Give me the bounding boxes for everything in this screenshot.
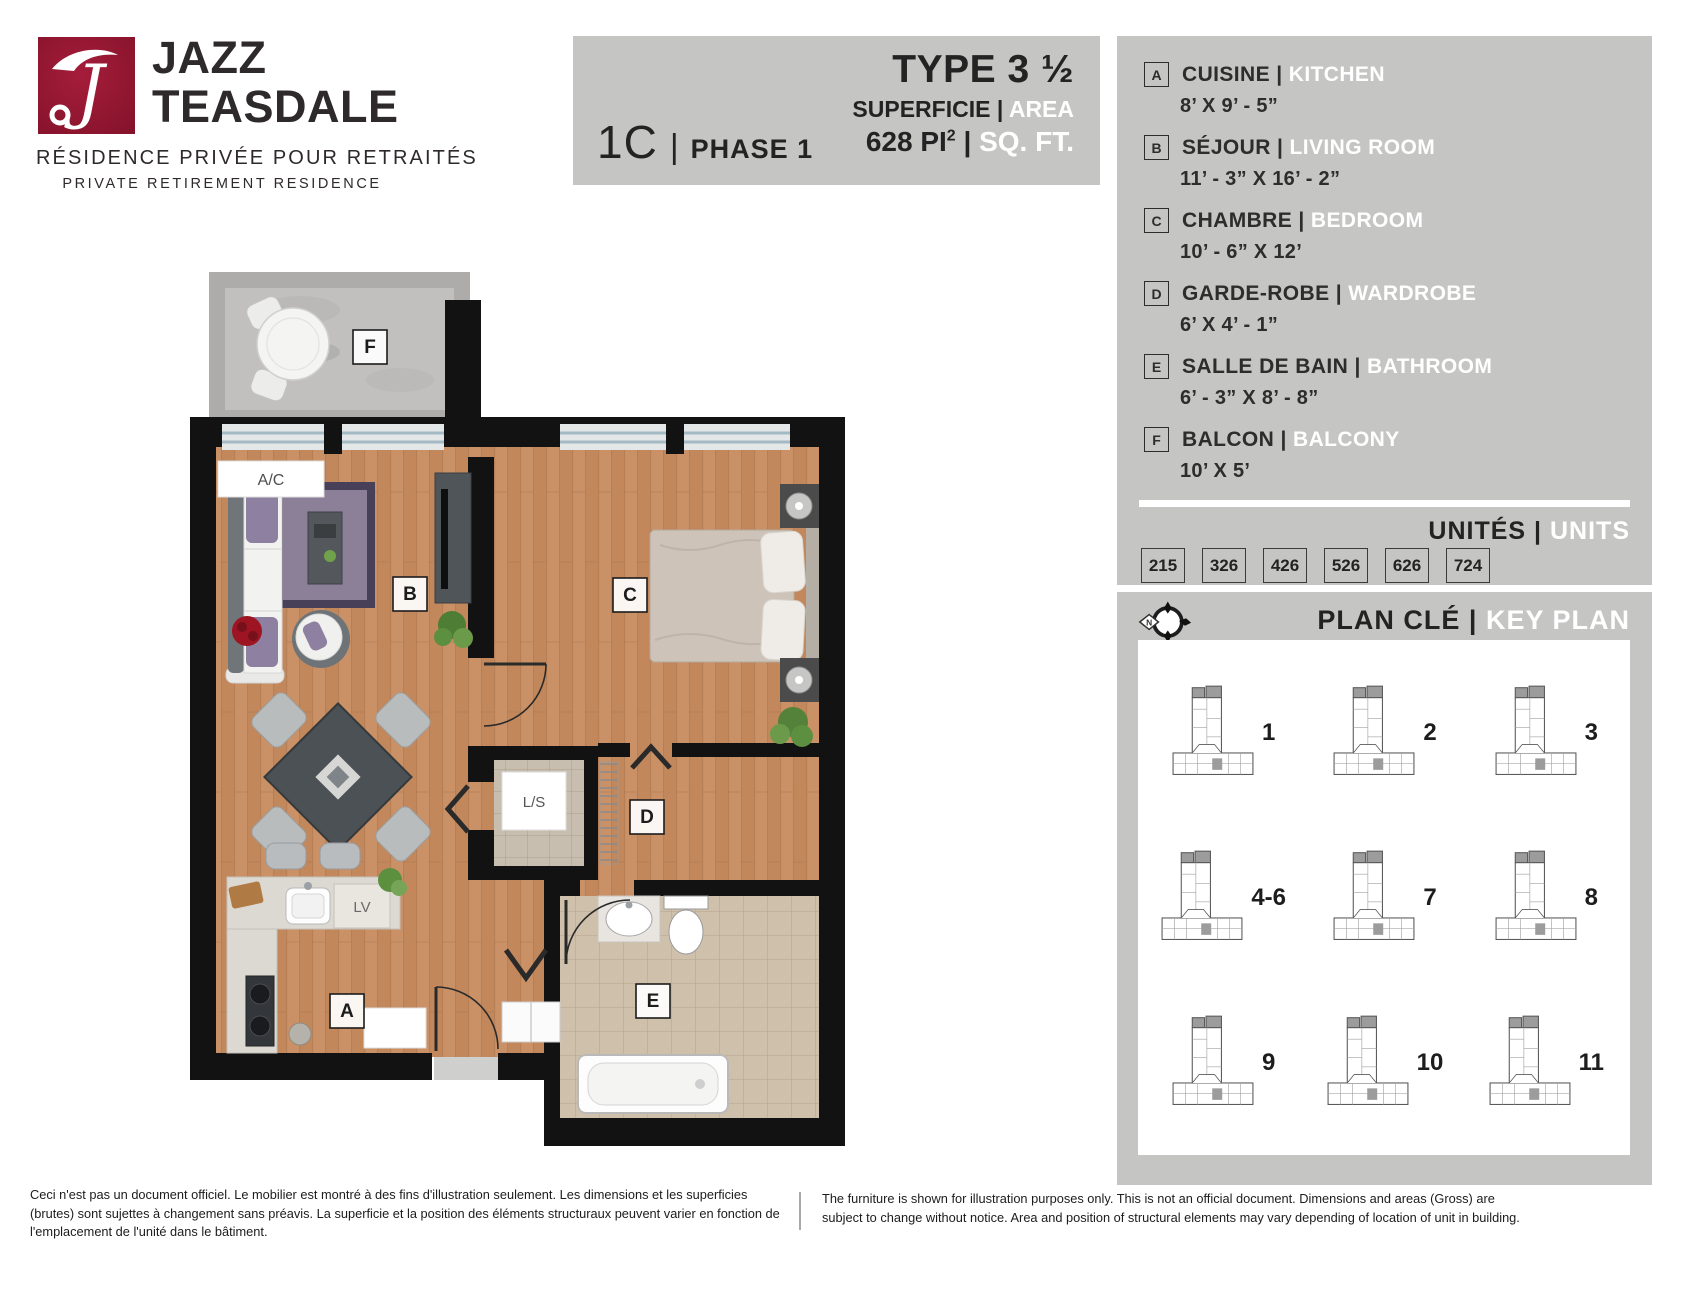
disclaimer-fr: Ceci n'est pas un document officiel. Le mobilier est montré à des fins d'illustration seulement. Les dimensions et les superficies (brutes) sont sujettes à changement sans préavis. La superficie et la position des éléments structuraux peuvent varier en fonction de l'emplacement de l'unité dans le bâtiment. xyxy=(30,1187,780,1240)
legend-room-list xyxy=(1144,62,1630,500)
sofa-cushion xyxy=(246,493,278,543)
dining-set xyxy=(249,690,434,865)
room-name: GARDE-ROBE | WARDROBE xyxy=(1182,281,1477,305)
headboard xyxy=(806,524,819,670)
legend-row-kitchen xyxy=(1144,62,1630,118)
keyplan-title: PLAN CLÉ | KEY PLAN xyxy=(1317,605,1630,635)
storage-cabinet xyxy=(364,1008,426,1048)
brand-line2: TEASDALE xyxy=(152,81,399,132)
brand-wordmark xyxy=(152,33,399,131)
flower-pot xyxy=(232,616,262,646)
room-name: CUISINE | KITCHEN xyxy=(1182,62,1385,86)
header-right-block xyxy=(852,48,1074,158)
keyplan-building-8 xyxy=(1465,815,1626,980)
area-value: 628 PI xyxy=(865,126,947,157)
legend-row-bedroom xyxy=(1144,208,1630,264)
pillow xyxy=(760,599,805,661)
building-number: 8 xyxy=(1584,883,1598,911)
unit-number-badge: 626 xyxy=(1385,548,1429,583)
keyplan-building-11 xyxy=(1465,980,1626,1145)
compass-north-label: N xyxy=(1146,617,1153,628)
keyplan-building-7 xyxy=(1303,815,1464,980)
unit-code: 1C xyxy=(597,116,658,168)
room-dims: 11’ - 3” X 16’ - 2” xyxy=(1180,168,1341,190)
room-key-badge: C xyxy=(1144,208,1169,233)
room-name: SALLE DE BAIN | BATHROOM xyxy=(1182,354,1493,378)
tv xyxy=(441,489,448,589)
header-panel xyxy=(573,36,1100,185)
room-dims: 8’ X 9’ - 5” xyxy=(1180,95,1279,117)
unit-number-badge: 526 xyxy=(1324,548,1368,583)
bathroom-room-label: E xyxy=(646,991,660,1012)
unit-number-badge: 724 xyxy=(1446,548,1490,583)
area-label-line xyxy=(852,96,1074,123)
building-outline-icon xyxy=(1331,674,1417,792)
sofa-back xyxy=(228,487,244,673)
building-outline-icon xyxy=(1170,674,1256,792)
building-number: 2 xyxy=(1423,718,1437,746)
bar-stool xyxy=(320,843,360,869)
separator: | xyxy=(996,96,1004,122)
coffee-table xyxy=(308,512,342,584)
phase-label: PHASE 1 xyxy=(690,134,814,164)
keyplan-building-4-6 xyxy=(1142,815,1303,980)
balcony-room-label: F xyxy=(364,337,376,358)
room-key-badge: F xyxy=(1144,427,1169,452)
unit-number-list xyxy=(1141,548,1490,583)
wardrobe-rod xyxy=(600,762,618,864)
building-outline-icon xyxy=(1170,1004,1256,1122)
toilet xyxy=(669,910,703,954)
separator: | xyxy=(963,126,972,157)
laundry-label: L/S xyxy=(522,794,546,811)
toilet-tank xyxy=(664,896,708,909)
room-name: BALCON | BALCONY xyxy=(1182,427,1400,451)
faucet xyxy=(304,882,312,890)
room-key-badge: A xyxy=(1144,62,1169,87)
room-dims: 10’ - 6” X 12’ xyxy=(1180,241,1303,263)
keyplan-building-10 xyxy=(1303,980,1464,1145)
tub-drain xyxy=(695,1079,705,1089)
window xyxy=(222,420,444,454)
footer-divider xyxy=(799,1192,801,1230)
balcony-area xyxy=(209,272,470,418)
building-number: 10 xyxy=(1416,1048,1444,1076)
building-number: 1 xyxy=(1261,718,1276,746)
unit-number-badge: 426 xyxy=(1263,548,1307,583)
room-name: SÉJOUR | LIVING ROOM xyxy=(1182,135,1436,159)
bedroom-room-label: C xyxy=(623,585,637,606)
balcony-table xyxy=(257,308,329,380)
building-outline-icon xyxy=(1493,674,1579,792)
area-value-line xyxy=(852,126,1074,158)
wardrobe-room-label: D xyxy=(640,807,654,828)
room-dims: 6’ - 3” X 8’ - 8” xyxy=(1180,387,1319,409)
keyplan-building-9 xyxy=(1142,980,1303,1145)
keyplan-panel xyxy=(1117,592,1652,1185)
room-dims: 10’ X 5’ xyxy=(1180,460,1251,482)
building-outline-icon xyxy=(1493,839,1579,957)
units-title: UNITÉS | UNITS xyxy=(1428,517,1630,545)
building-outline-icon xyxy=(1159,839,1245,957)
brand-logo-icon xyxy=(38,37,135,134)
room-dims: 6’ X 4’ - 1” xyxy=(1180,314,1279,336)
brand-tagline-en: PRIVATE RETIREMENT RESIDENCE xyxy=(62,176,382,192)
building-number: 3 xyxy=(1584,718,1598,746)
dishwasher-label: LV xyxy=(353,899,371,916)
area-label-en: AREA xyxy=(1008,96,1074,122)
legend-row-living xyxy=(1144,135,1630,191)
keyplan-building-2 xyxy=(1303,650,1464,815)
logo-monogram: J xyxy=(75,50,105,132)
building-number: 11 xyxy=(1578,1048,1604,1076)
building-number: 4-6 xyxy=(1251,883,1286,911)
legend-row-bathroom xyxy=(1144,354,1630,410)
kitchen-room-label: A xyxy=(340,1001,354,1022)
keyplan-building-1 xyxy=(1142,650,1303,815)
exterior-wall xyxy=(445,300,481,420)
area-unit-en: SQ. FT. xyxy=(979,126,1074,157)
building-number: 9 xyxy=(1261,1048,1276,1076)
brand-tagline-fr: RÉSIDENCE PRIVÉE POUR RETRAITÉS xyxy=(36,147,478,169)
brand-line1: JAZZ xyxy=(152,32,267,83)
living-room-label: B xyxy=(403,584,417,605)
unit-code-row xyxy=(597,115,813,169)
keyplan-building-3 xyxy=(1465,650,1626,815)
tv-console xyxy=(435,473,471,603)
window xyxy=(560,420,790,454)
area-label-fr: SUPERFICIE xyxy=(852,96,991,122)
ac-label: A/C xyxy=(257,472,285,489)
disclaimer-en: The furniture is shown for illustration purposes only. This is not an official document. Dimensions and areas (Gross) are subject to change without notice. Area and position of structural elements may vary depending of location of unit in building. xyxy=(822,1191,1520,1225)
building-outline-icon xyxy=(1325,1004,1411,1122)
legend-row-wardrobe xyxy=(1144,281,1630,337)
room-key-badge: B xyxy=(1144,135,1169,160)
type-label: TYPE 3 ½ xyxy=(892,48,1074,91)
room-name: CHAMBRE | BEDROOM xyxy=(1182,208,1424,232)
room-key-badge: D xyxy=(1144,281,1169,306)
entry-threshold xyxy=(434,1057,498,1080)
bar-stool xyxy=(266,843,306,869)
room-key-badge: E xyxy=(1144,354,1169,379)
legend-row-balcony xyxy=(1144,427,1630,483)
keyplan-map xyxy=(1138,640,1630,1155)
building-outline-icon xyxy=(1487,1004,1573,1122)
building-number: 7 xyxy=(1423,883,1437,911)
pot xyxy=(289,1023,311,1045)
pillow xyxy=(760,531,806,594)
building-outline-icon xyxy=(1331,839,1417,957)
unit-number-badge: 326 xyxy=(1202,548,1246,583)
area-sup: 2 xyxy=(946,127,956,145)
legend-panel xyxy=(1117,36,1652,585)
floorplan-drawing xyxy=(128,272,868,1152)
legend-divider xyxy=(1139,500,1630,507)
unit-number-badge: 215 xyxy=(1141,548,1185,583)
separator: | xyxy=(669,128,679,166)
